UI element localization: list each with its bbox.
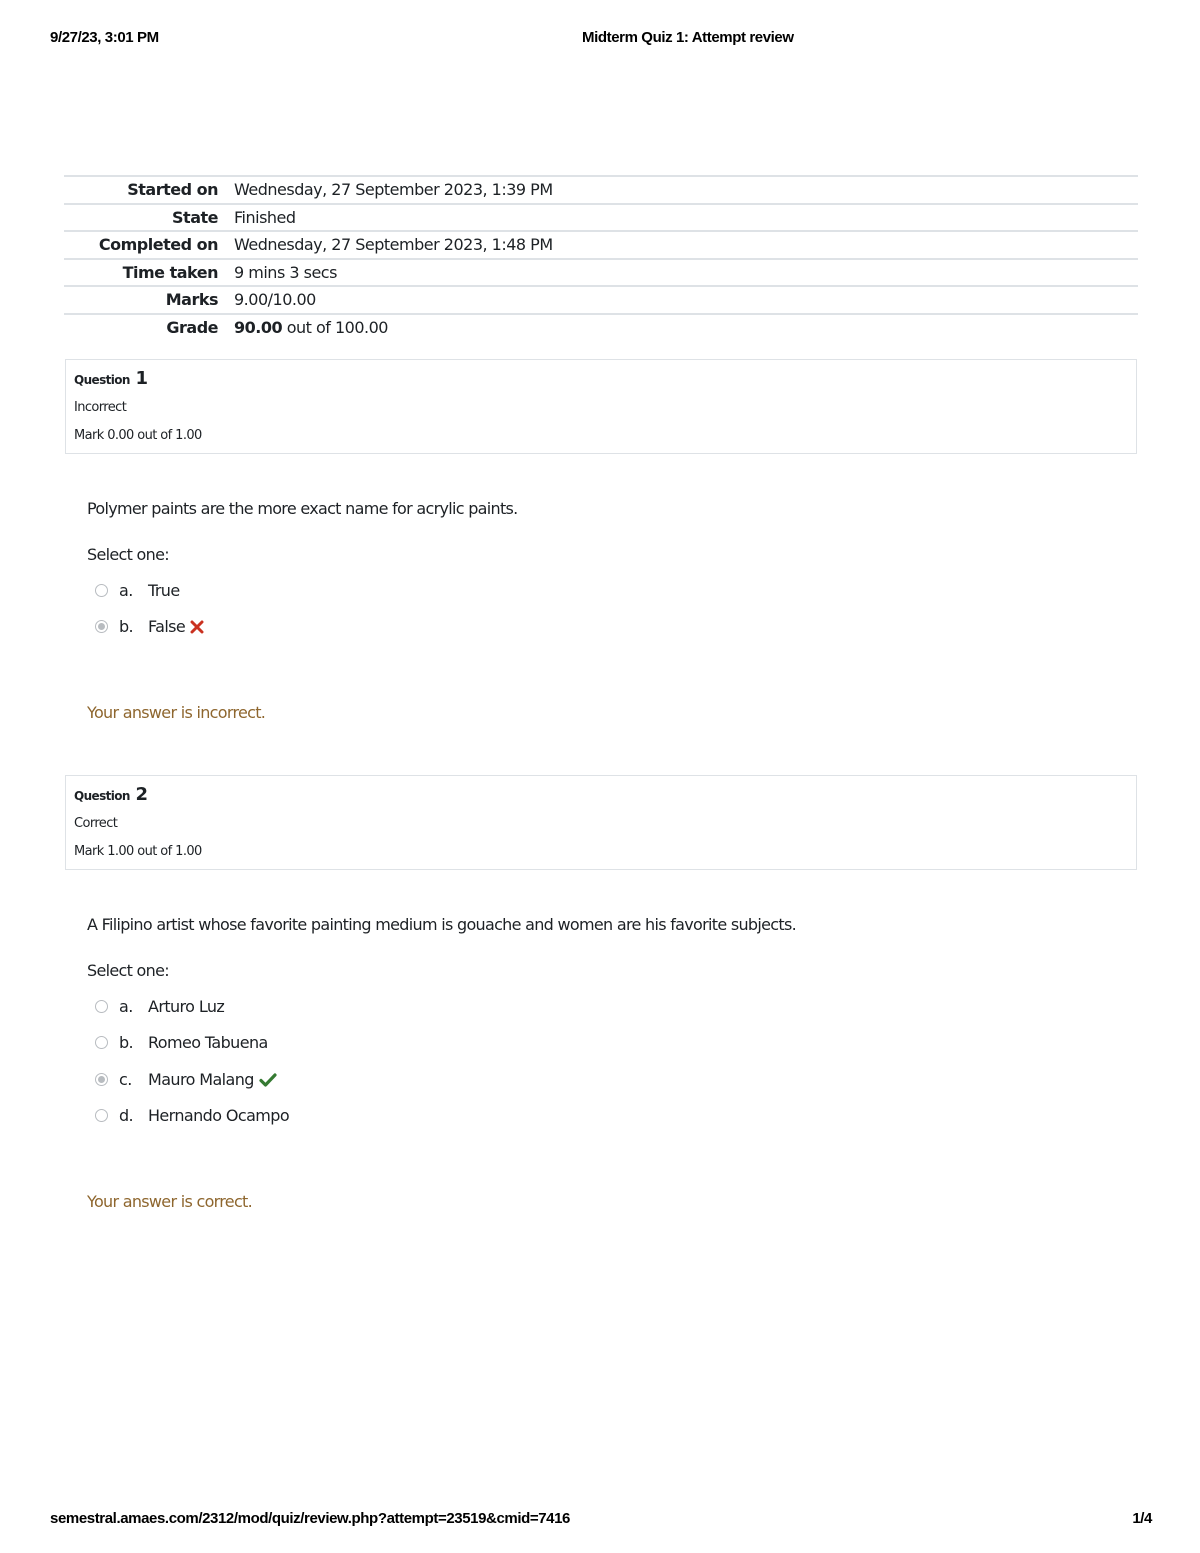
radio-button[interactable] <box>95 1073 108 1086</box>
summary-value: 9.00/10.00 <box>218 286 1138 314</box>
print-datetime: 9/27/23, 3:01 PM <box>50 29 159 46</box>
select-one-prompt: Select one: <box>87 545 169 564</box>
option-text <box>148 617 204 638</box>
option-label: Romeo Tabuena <box>148 1033 268 1052</box>
feedback-text: Your answer is correct. <box>87 1192 252 1211</box>
option-letter: a. <box>119 997 133 1016</box>
feedback-text: Your answer is incorrect. <box>87 703 266 722</box>
question-label: Question <box>74 789 130 803</box>
question-state: Correct <box>74 816 118 831</box>
summary-label: Grade <box>64 314 218 342</box>
option-letter: b. <box>119 1033 134 1052</box>
summary-label: Completed on <box>64 231 218 259</box>
question-number <box>74 784 147 805</box>
summary-label: Started on <box>64 176 218 204</box>
summary-row-started <box>64 176 1138 204</box>
print-header <box>50 29 1152 49</box>
question-text: A Filipino artist whose favorite painting medium is gouache and women are his favorite subjects. <box>87 915 796 934</box>
option-label: False <box>148 617 186 636</box>
summary-value: Wednesday, 27 September 2023, 1:48 PM <box>218 231 1138 259</box>
option-letter: c. <box>119 1070 132 1089</box>
option-letter: a. <box>119 581 133 600</box>
attempt-summary-table <box>64 175 1138 341</box>
option-label: Hernando Ocampo <box>148 1106 290 1125</box>
option-label: Arturo Luz <box>148 997 225 1016</box>
question-grade: Mark 0.00 out of 1.00 <box>74 428 202 443</box>
grade-score: 90.00 <box>234 318 283 338</box>
option-label: Mauro Malang <box>148 1070 254 1089</box>
question-number-value: 1 <box>135 368 148 389</box>
summary-label: State <box>64 204 218 232</box>
option-text <box>148 581 180 600</box>
summary-value <box>218 314 1138 342</box>
check-icon <box>259 1072 277 1091</box>
question-info-1 <box>65 359 1137 454</box>
question-info-2 <box>65 775 1137 870</box>
select-one-prompt: Select one: <box>87 961 169 980</box>
summary-row-state <box>64 204 1138 232</box>
question-number <box>74 368 147 389</box>
option-text <box>148 997 224 1016</box>
print-page-title: Midterm Quiz 1: Attempt review <box>582 29 794 46</box>
radio-button[interactable] <box>95 620 108 633</box>
grade-out-of: out of 100.00 <box>282 318 388 338</box>
option-text <box>148 1033 268 1052</box>
summary-row-completed <box>64 231 1138 259</box>
print-url: semestral.amaes.com/2312/mod/quiz/review.php?attempt=23519&cmid=7416 <box>50 1510 571 1527</box>
radio-button[interactable] <box>95 1036 108 1049</box>
option-letter: b. <box>119 617 134 636</box>
option-label: True <box>148 581 180 600</box>
cross-icon <box>190 619 204 638</box>
question-text: Polymer paints are the more exact name for acrylic paints. <box>87 499 518 518</box>
summary-row-marks <box>64 286 1138 314</box>
summary-label: Time taken <box>64 259 218 287</box>
option-text <box>148 1106 289 1125</box>
question-state: Incorrect <box>74 400 127 415</box>
summary-label: Marks <box>64 286 218 314</box>
question-number-value: 2 <box>135 784 148 805</box>
option-text <box>148 1070 277 1091</box>
radio-button[interactable] <box>95 1109 108 1122</box>
print-footer <box>50 1510 1152 1530</box>
summary-row-time-taken <box>64 259 1138 287</box>
question-label: Question <box>74 373 130 387</box>
summary-value: 9 mins 3 secs <box>218 259 1138 287</box>
summary-value: Wednesday, 27 September 2023, 1:39 PM <box>218 176 1138 204</box>
question-grade: Mark 1.00 out of 1.00 <box>74 844 202 859</box>
summary-value: Finished <box>218 204 1138 232</box>
radio-button[interactable] <box>95 1000 108 1013</box>
option-letter: d. <box>119 1106 134 1125</box>
summary-row-grade <box>64 314 1138 342</box>
radio-button[interactable] <box>95 584 108 597</box>
print-page-number: 1/4 <box>1132 1510 1152 1527</box>
